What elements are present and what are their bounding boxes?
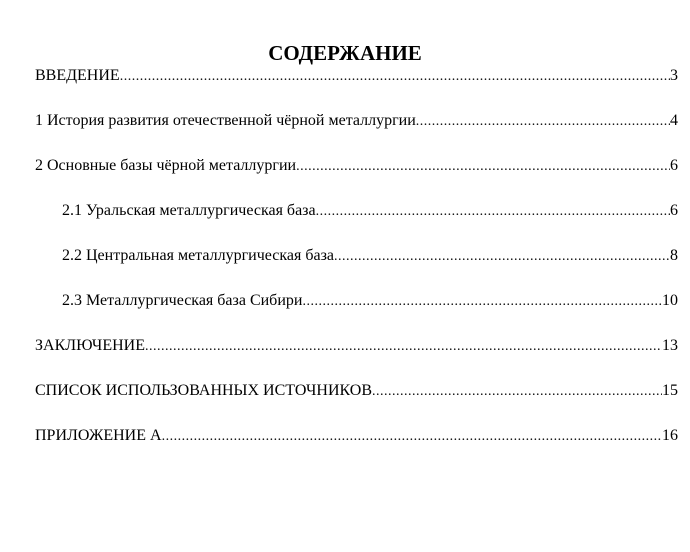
- toc-entry-text: 2.2 Центральная металлургическая база: [62, 247, 335, 264]
- toc-entry-appendix-a: [35, 424, 678, 469]
- toc-page-number: 16: [662, 427, 678, 444]
- toc-entry-section-2-1: [35, 199, 678, 244]
- toc-entry-text: ЗАКЛЮЧЕНИЕ: [35, 337, 145, 354]
- toc-entry-section-2-3: [35, 289, 678, 334]
- toc-dot-leader: [120, 65, 670, 89]
- toc-entry-references: [35, 379, 678, 424]
- toc-dot-leader: [162, 425, 662, 449]
- toc-page-number: 10: [662, 292, 678, 309]
- toc-dot-leader: [316, 200, 670, 224]
- toc-entry-text: ВВЕДЕНИЕ: [35, 67, 120, 84]
- toc-dot-leader: [302, 290, 662, 314]
- toc-dot-leader: [296, 155, 670, 179]
- toc-page-number: 13: [662, 337, 678, 354]
- toc-entry-conclusion: [35, 334, 678, 379]
- toc-entry-section-2-2: [35, 244, 678, 289]
- toc-page-number: 15: [662, 382, 678, 399]
- toc-page-number: 3: [670, 67, 678, 84]
- toc-page-number: 8: [670, 247, 678, 264]
- toc-dot-leader: [372, 380, 662, 404]
- toc-entry-introduction: [35, 64, 678, 109]
- toc-entry-text: СПИСОК ИСПОЛЬЗОВАННЫХ ИСТОЧНИКОВ: [35, 382, 373, 399]
- toc-entry-chapter-2: [35, 154, 678, 199]
- toc-page-number: 4: [670, 112, 678, 129]
- toc-title: СОДЕРЖАНИЕ: [268, 41, 422, 65]
- toc-dot-leader: [334, 245, 670, 269]
- toc-page-number: 6: [670, 202, 678, 219]
- toc-dot-leader: [145, 335, 662, 359]
- toc-page-number: 6: [670, 157, 678, 174]
- toc-dot-leader: [416, 110, 670, 134]
- toc-entry-text: 1 История развития отечественной чёрной металлургии: [35, 112, 416, 129]
- toc-entry-text: ПРИЛОЖЕНИЕ А: [35, 427, 162, 444]
- toc-entry-text: 2.3 Металлургическая база Сибири: [62, 292, 303, 309]
- table-of-contents: [35, 64, 678, 469]
- toc-entry-text: 2 Основные базы чёрной металлургии: [35, 157, 297, 174]
- toc-entry-text: 2.1 Уральская металлургическая база: [62, 202, 316, 219]
- toc-entry-chapter-1: [35, 109, 678, 154]
